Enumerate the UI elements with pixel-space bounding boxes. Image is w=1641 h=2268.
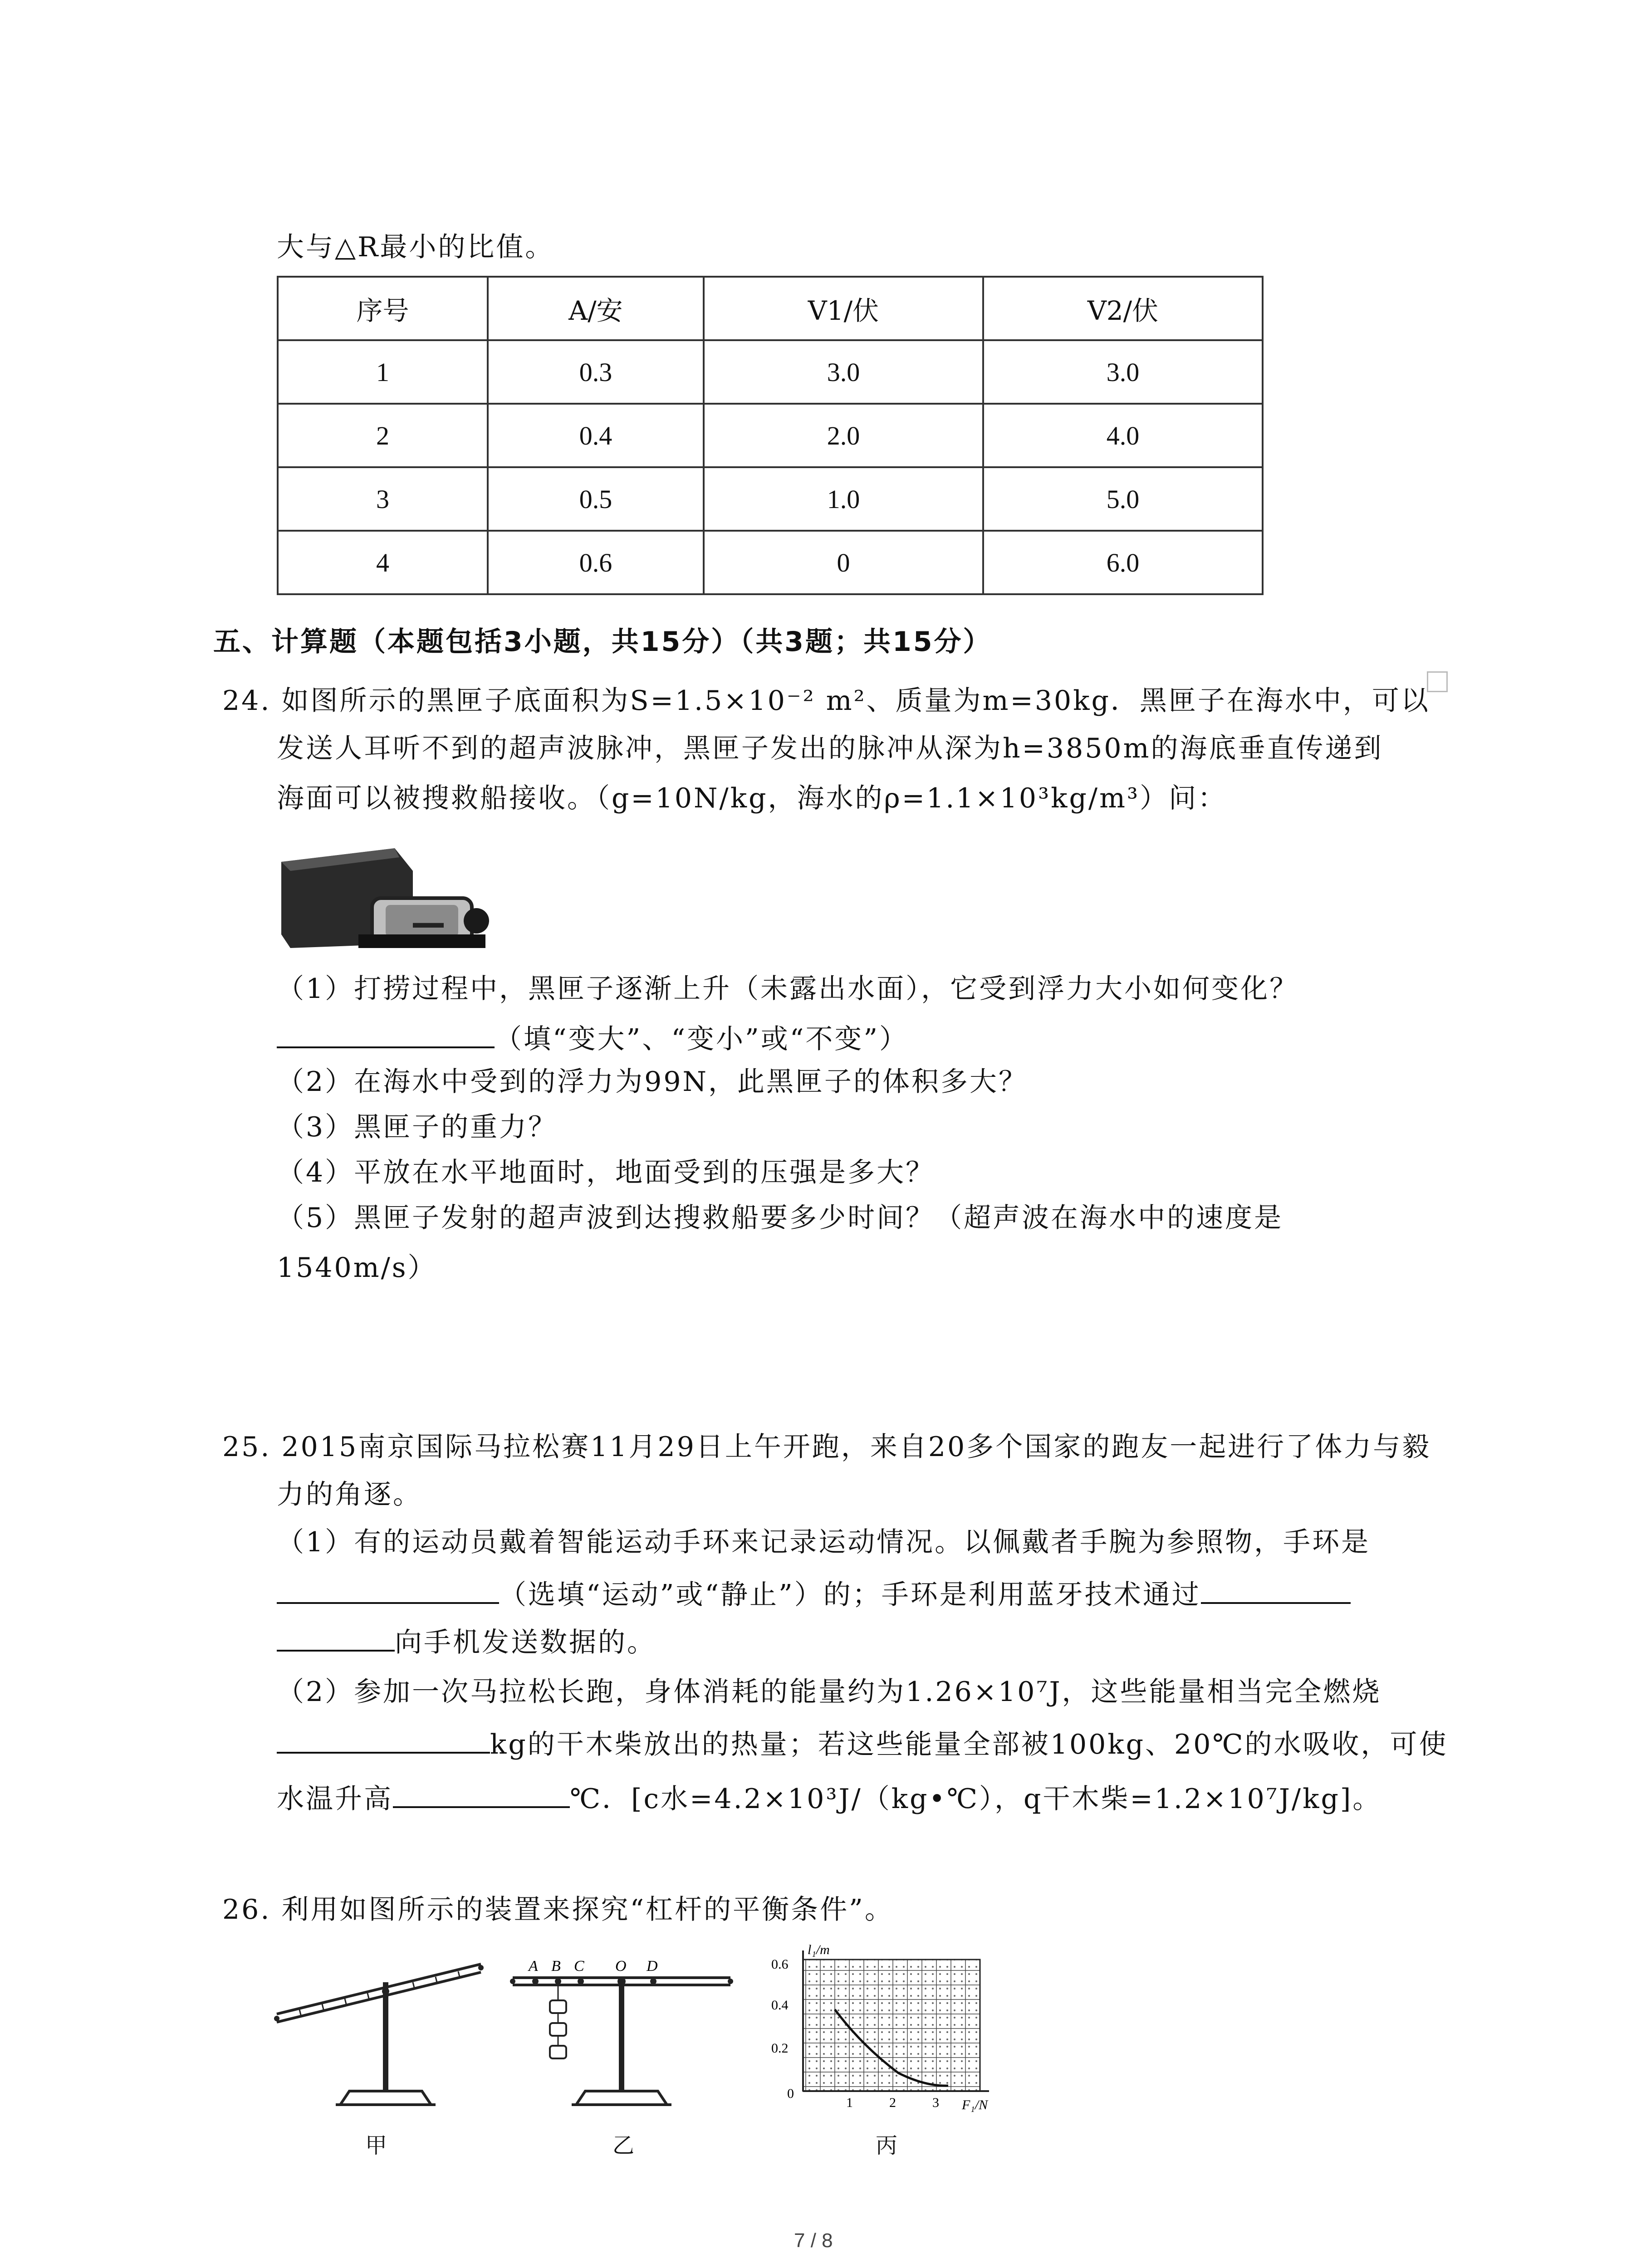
q26-line1: 26. 利用如图所示的装置来探究“杠杆的平衡条件”。 — [222, 1894, 894, 1926]
table-cell: 0.3 — [488, 340, 704, 404]
figure-label-bing: 丙 — [876, 2133, 900, 2158]
figure-bing-graph — [762, 1941, 1016, 2114]
table-cell: 3.0 — [704, 340, 983, 404]
measurement-table — [277, 276, 1264, 595]
q24-sub3: （3）黑匣子的重力？ — [277, 1111, 558, 1143]
table-row — [278, 531, 1263, 594]
table-cell: 0.6 — [488, 531, 704, 594]
answer-blank[interactable] — [277, 1622, 395, 1652]
answer-blank[interactable] — [277, 1724, 490, 1754]
q24-sub5: （5）黑匣子发射的超声波到达搜救船要多少时间？（超声波在海水中的速度是 — [277, 1202, 1283, 1234]
q24-line2: 发送人耳听不到的超声波脉冲，黑匣子发出的脉冲从深为h=3850m的海底垂直传递到 — [277, 733, 1383, 764]
table-cell: 1 — [278, 340, 488, 404]
figure-label-yi: 乙 — [612, 2133, 637, 2158]
continued-line: 大与△R最小的比值。 — [277, 231, 554, 263]
q24-sub5b: 1540m/s） — [277, 1252, 437, 1284]
point-label-d: D — [647, 1958, 658, 1975]
q25-sub2: （2）参加一次马拉松长跑，身体消耗的能量约为1.26×10⁷J，这些能量相当完全燃烧 — [277, 1676, 1381, 1708]
q24-sub1: （1）打捞过程中，黑匣子逐渐上升（未露出水面），它受到浮力大小如何变化？ — [277, 973, 1299, 1005]
table-cell: 1.0 — [704, 467, 983, 531]
q25-sub2c-post: ℃．[c水=4.2×10³J/（kg•℃），q干木柴=1.2×10⁷J/kg]。 — [570, 1783, 1382, 1815]
figure-label-jia: 甲 — [365, 2133, 389, 2158]
table-header: V1/伏 — [704, 277, 983, 340]
q25-line2: 力的角逐。 — [277, 1479, 422, 1510]
q24-sub1-hint: （填“变大”、“变小”或“不变”） — [495, 1023, 909, 1055]
q24-sub4: （4）平放在水平地面时，地面受到的压强是多大？ — [277, 1157, 935, 1188]
q25-sub1-line — [277, 1574, 1351, 1613]
bing-ytick: 0.4 — [771, 1998, 789, 2013]
table-cell: 2.0 — [704, 404, 983, 467]
table-header: A/安 — [488, 277, 704, 340]
bing-xlabel: F₁/N — [962, 2097, 988, 2112]
point-label-b: B — [551, 1958, 561, 1975]
q25-sub1c-line — [277, 1622, 656, 1661]
table-cell: 5.0 — [983, 467, 1263, 531]
bing-ytick: 0.2 — [771, 2041, 789, 2056]
bing-ytick: 0 — [787, 2086, 794, 2101]
q24-line1: 24. 如图所示的黑匣子底面积为S=1.5×10⁻² m²、质量为m=30kg．黑匣子在海水中，可以 — [222, 685, 1430, 717]
table-header-row — [278, 277, 1263, 340]
table-cell: 0 — [704, 531, 983, 594]
q25-sub2b-line — [277, 1724, 1448, 1763]
table-cell: 3.0 — [983, 340, 1263, 404]
bing-xtick: 1 — [846, 2095, 853, 2110]
point-label-o: O — [615, 1958, 627, 1975]
q25-sub2c-line — [277, 1778, 1381, 1817]
table-cell: 4 — [278, 531, 488, 594]
q25-line1: 25. 2015南京国际马拉松赛11月29日上午开跑，来自20多个国家的跑友一起进行了体力与毅 — [222, 1431, 1431, 1463]
black-box-photo — [277, 844, 490, 953]
table-row — [278, 340, 1263, 404]
bing-ytick: 0.6 — [771, 1957, 789, 1972]
table-header: V2/伏 — [983, 277, 1263, 340]
q24-line3: 海面可以被搜救船接收。（g=10N/kg，海水的ρ=1.1×10³kg/m³）问： — [277, 782, 1227, 814]
svg-text:▬▬: ▬▬ — [413, 914, 444, 931]
bing-xtick: 2 — [889, 2095, 896, 2110]
table-row — [278, 467, 1263, 531]
table-row — [278, 404, 1263, 467]
table-cell: 0.4 — [488, 404, 704, 467]
section-title: 五、计算题（本题包括3小题，共15分）（共3题；共15分） — [213, 626, 992, 658]
answer-blank[interactable] — [277, 1574, 499, 1604]
bing-ylabel: l₁/m — [808, 1942, 830, 1957]
q24-sub2: （2）在海水中受到的浮力为99N，此黑匣子的体积多大？ — [277, 1066, 1028, 1098]
point-label-a: A — [529, 1958, 538, 1975]
table-cell: 3 — [278, 467, 488, 531]
answer-blank[interactable] — [393, 1778, 570, 1808]
table-header: 序号 — [278, 277, 488, 340]
bing-xtick: 3 — [932, 2095, 939, 2110]
q24-sub1-line — [277, 1018, 908, 1057]
q25-sub2b: kg的干木柴放出的热量；若这些能量全部被100kg、20℃的水吸收，可使 — [490, 1729, 1448, 1760]
figure-yi-lever — [508, 1950, 735, 2109]
table-cell: 4.0 — [983, 404, 1263, 467]
table-cell: 6.0 — [983, 531, 1263, 594]
q25-sub1-hint: （选填“运动”或“静止”）的；手环是利用蓝牙技术通过 — [499, 1579, 1201, 1611]
q25-sub1: （1）有的运动员戴着智能运动手环来记录运动情况。以佩戴者手腕为参照物，手环是 — [277, 1526, 1371, 1558]
figure-jia-lever — [272, 1946, 485, 2109]
q25-sub1c: 向手机发送数据的。 — [395, 1627, 656, 1658]
table-cell: 0.5 — [488, 467, 704, 531]
page-number: 7 / 8 — [794, 2229, 833, 2252]
answer-blank[interactable] — [277, 1018, 495, 1048]
table-cell: 2 — [278, 404, 488, 467]
answer-blank[interactable] — [1201, 1574, 1351, 1604]
q25-sub2c-pre: 水温升高 — [277, 1783, 393, 1815]
point-label-c: C — [574, 1958, 584, 1975]
